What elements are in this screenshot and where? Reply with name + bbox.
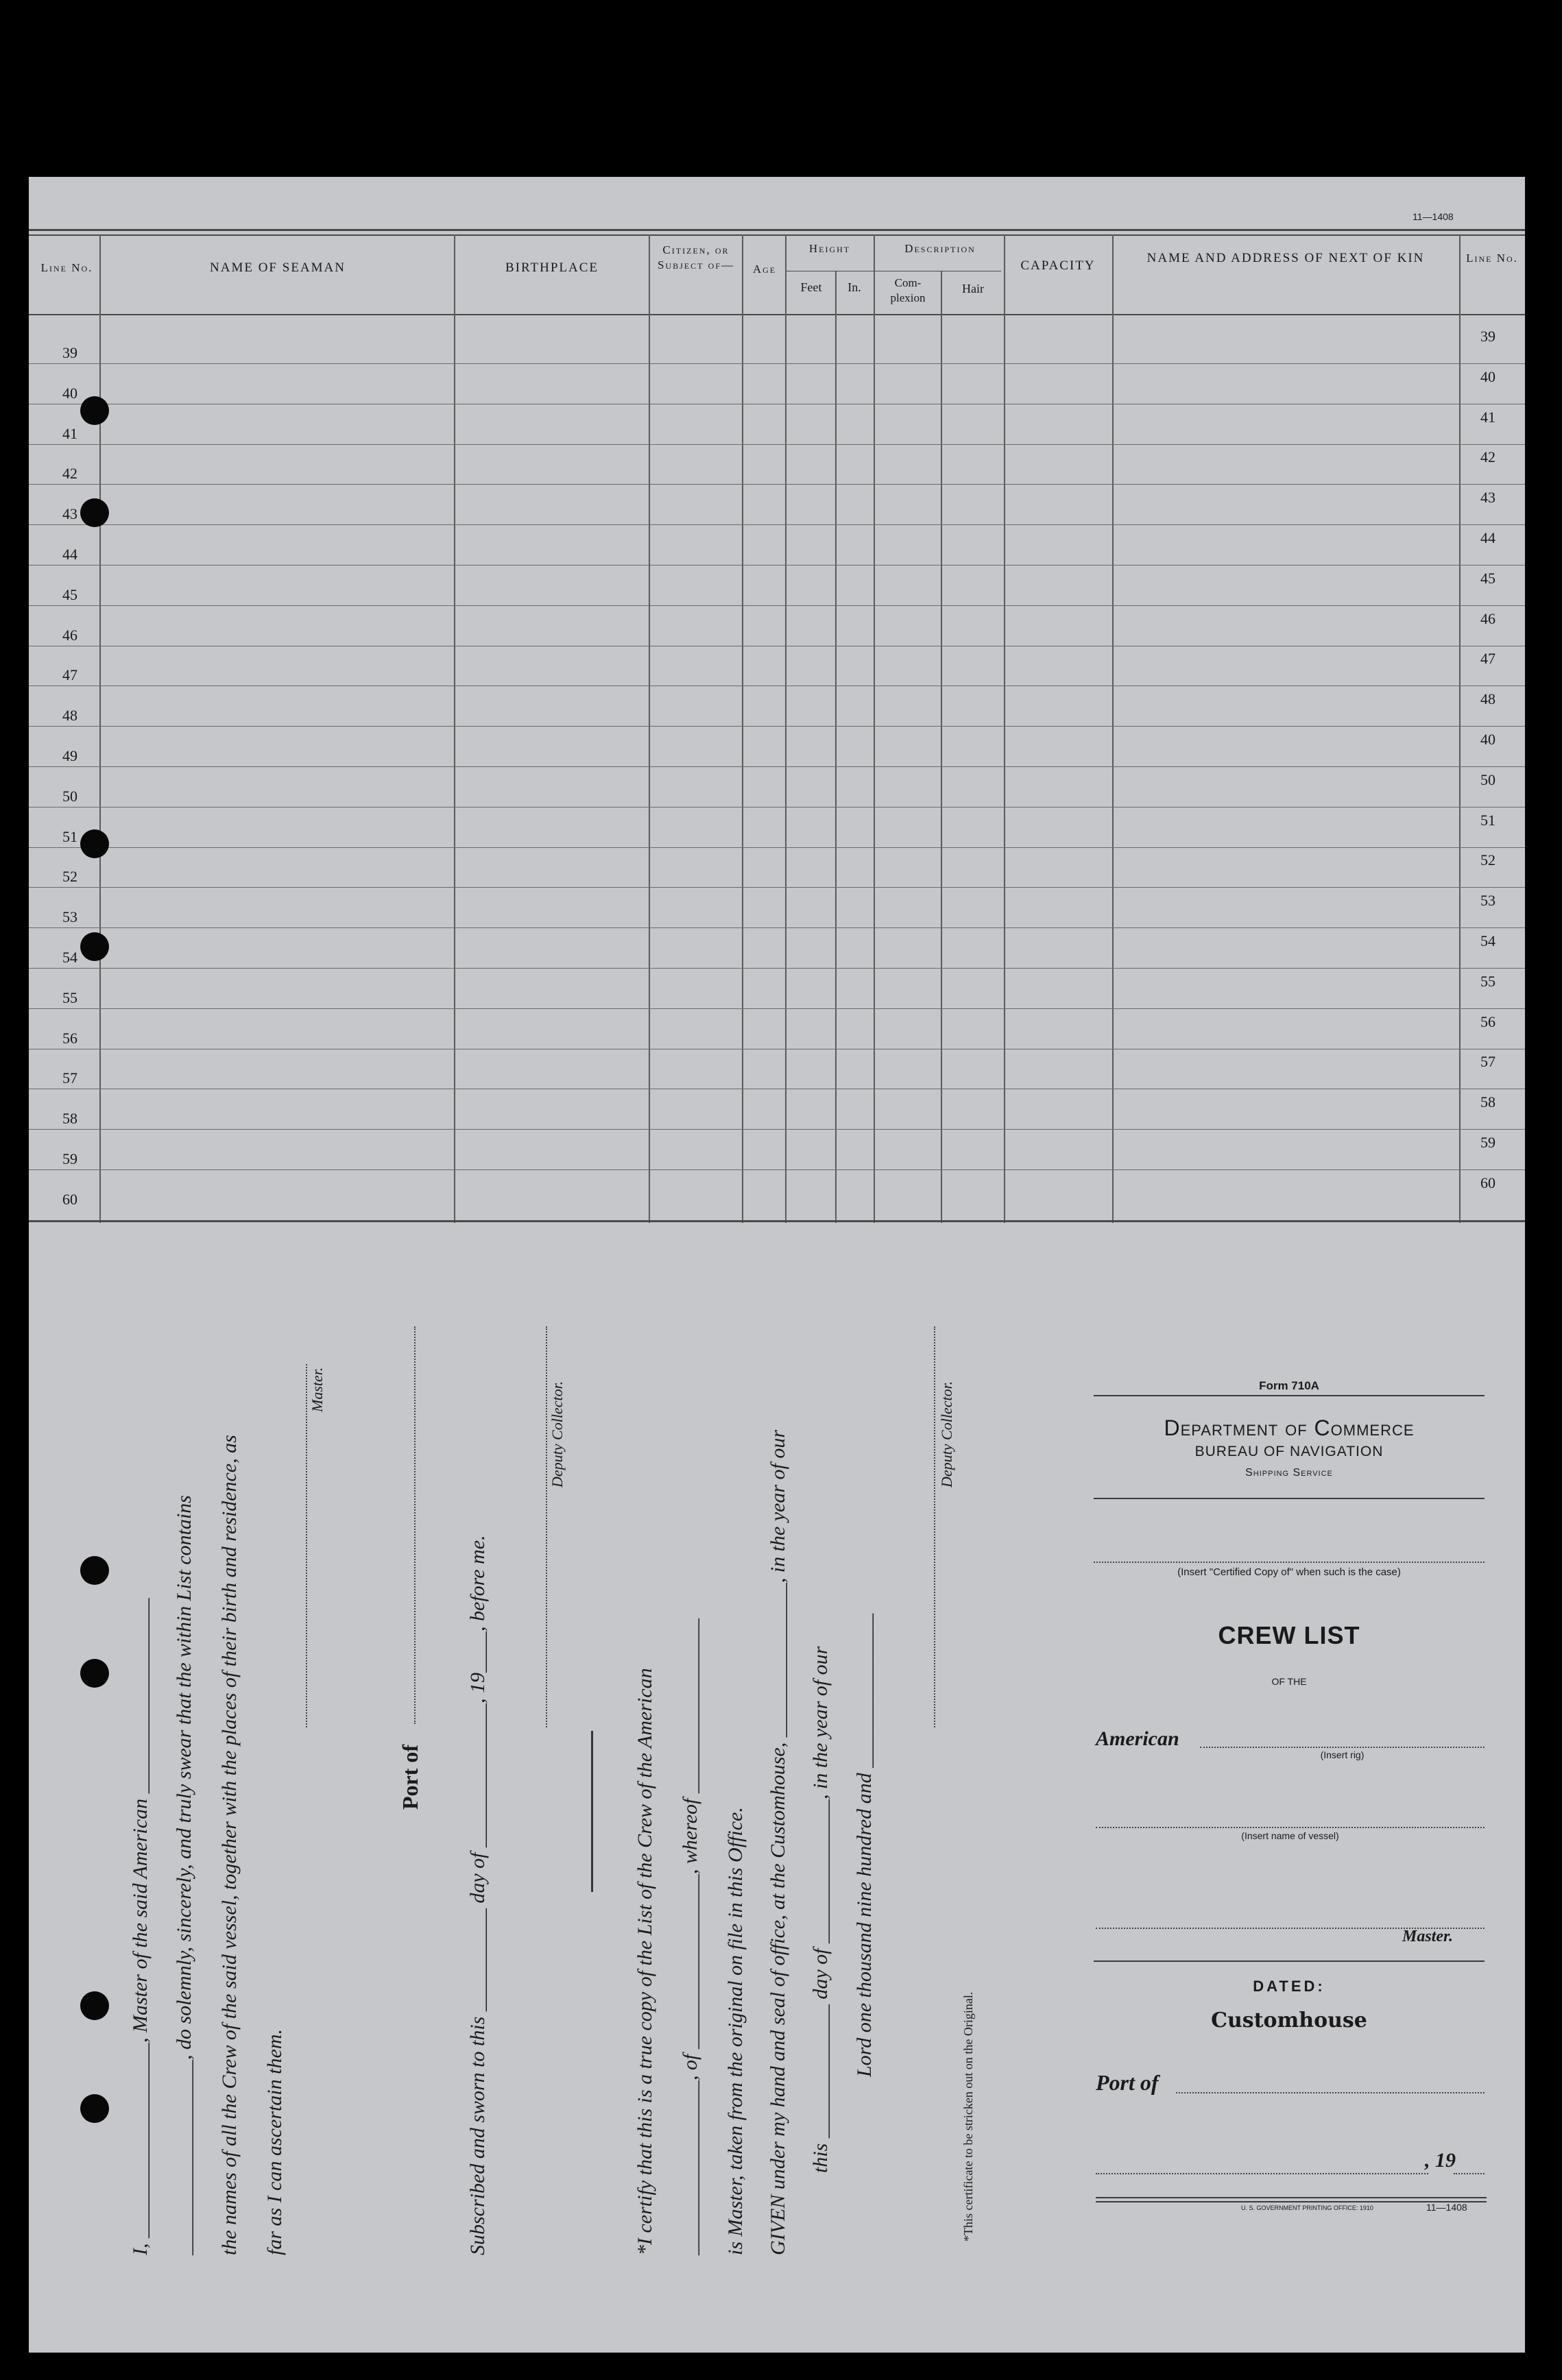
line-number-right: 51 xyxy=(1480,811,1495,829)
row-rule xyxy=(29,484,1525,485)
header-height: Height xyxy=(808,242,851,255)
line-number-left: 43 xyxy=(62,505,77,523)
row-rule xyxy=(29,927,1525,928)
certified-copy-line xyxy=(1094,1562,1485,1563)
header-citizen: Citizen, or Subject of— xyxy=(657,243,735,271)
header-hair: Hair xyxy=(962,282,984,295)
header-capacity: CAPACITY xyxy=(1020,258,1096,273)
header-inches: In. xyxy=(848,280,861,294)
punch-hole xyxy=(80,2094,109,2123)
header-description: Description xyxy=(904,242,976,255)
oath-line-1: I, ___________________, Master of the said American ___________________ xyxy=(129,1598,152,2255)
port-of-line xyxy=(414,1326,416,1724)
cover-year-line xyxy=(1454,2173,1485,2174)
col-rule xyxy=(649,234,650,1223)
punch-hole xyxy=(80,1991,109,2020)
header-birthplace: BIRTHPLACE xyxy=(505,260,599,275)
cover-title: CREW LIST xyxy=(1218,1621,1360,1649)
col-rule xyxy=(785,234,786,1223)
line-number-right: 39 xyxy=(1480,328,1495,345)
line-number-left: 49 xyxy=(62,747,77,764)
line-number-left: 57 xyxy=(62,1069,77,1087)
line-number-right: 44 xyxy=(1480,529,1495,546)
row-rule xyxy=(29,766,1525,767)
line-number-left: 42 xyxy=(62,465,77,483)
oath-master-label: Master. xyxy=(309,1367,326,1412)
line-number-right: 41 xyxy=(1480,408,1495,426)
cover-top-rule xyxy=(1094,1395,1485,1396)
line-number-left: 48 xyxy=(62,707,77,725)
line-number-right: 53 xyxy=(1480,892,1495,910)
line-number-right: 50 xyxy=(1480,770,1495,788)
cover-insert-rig: (Insert rig) xyxy=(1320,1749,1365,1760)
cover-form-number: 11—1408 xyxy=(1426,2202,1467,2213)
line-number-left: 58 xyxy=(62,1110,77,1128)
line-number-right: 57 xyxy=(1480,1053,1495,1071)
line-number-left: 44 xyxy=(62,546,77,563)
col-rule xyxy=(1004,234,1005,1223)
certify-line-2: _________________, of _________________, whereof _________________ xyxy=(679,1618,701,2255)
vessel-line xyxy=(1096,1827,1485,1828)
row-rule xyxy=(29,444,1525,445)
table-top-rule xyxy=(29,229,1525,231)
oath-deputy-collector: Deputy Collector. xyxy=(549,1381,566,1487)
line-number-right: 52 xyxy=(1480,851,1495,869)
cover-department: Department of Commerce xyxy=(1164,1416,1415,1440)
row-rule xyxy=(29,565,1525,566)
line-number-right: 40 xyxy=(1480,731,1495,748)
table-top-rule-2 xyxy=(29,234,1525,236)
line-number-right: 59 xyxy=(1480,1134,1495,1151)
cover-insert-certified: (Insert "Certified Copy of" when such is the case) xyxy=(1177,1566,1401,1578)
col-rule xyxy=(454,234,455,1223)
header-line-no-right: Line No. xyxy=(1466,252,1518,265)
deputy-signature-line xyxy=(546,1326,547,1727)
line-number-right: 45 xyxy=(1480,569,1495,587)
header-name-of-seaman: NAME OF SEAMAN xyxy=(210,260,346,275)
cover-american: American xyxy=(1096,1727,1179,1750)
col-rule xyxy=(99,234,101,1223)
oath-line-4: far as I can ascertain them. xyxy=(263,2029,286,2255)
certify-line-6: Lord one thousand nine hundred and _______________ xyxy=(853,1613,876,2077)
row-rule xyxy=(29,1169,1525,1170)
line-number-right: 56 xyxy=(1480,1012,1495,1030)
punch-hole xyxy=(80,498,109,527)
line-number-right: 60 xyxy=(1480,1174,1495,1191)
row-rule xyxy=(29,1008,1525,1009)
punch-hole xyxy=(80,1556,109,1585)
row-rule xyxy=(29,605,1525,606)
line-number-left: 60 xyxy=(62,1190,77,1208)
certify-line-4: GIVEN under my hand and seal of office, at the Customhouse, _______________, in the year of our xyxy=(767,1429,789,2255)
punch-hole xyxy=(80,932,109,961)
row-rule xyxy=(29,726,1525,727)
cover-service: Shipping Service xyxy=(1245,1467,1333,1479)
line-number-left: 53 xyxy=(62,908,77,926)
cover-customhouse: Customhouse xyxy=(1211,2008,1367,2032)
cover-printing: U. S. GOVERNMENT PRINTING OFFICE: 1910 xyxy=(1241,2205,1373,2211)
certify-signature-line xyxy=(934,1326,935,1727)
row-rule xyxy=(29,524,1525,525)
cover-port-of: Port of xyxy=(1096,2070,1159,2095)
divider-bar xyxy=(591,1731,593,1892)
line-number-left: 52 xyxy=(62,868,77,886)
rig-line xyxy=(1200,1747,1485,1748)
line-number-right: 46 xyxy=(1480,609,1495,627)
cover-bureau: BUREAU OF NAVIGATION xyxy=(1194,1444,1384,1459)
line-number-right: 48 xyxy=(1480,690,1495,708)
cover-rule-2 xyxy=(1094,1960,1485,1962)
line-number-left: 51 xyxy=(62,827,77,845)
header-age: Age xyxy=(752,263,777,276)
cover-dated: DATED: xyxy=(1253,1978,1325,1995)
header-feet: Feet xyxy=(800,280,822,294)
cover-of-the: OF THE xyxy=(1271,1676,1307,1687)
oath-subscribed: Subscribed and sworn to this __________ day of ______________, 19____, before me. xyxy=(466,1535,489,2255)
row-rule xyxy=(29,1129,1525,1130)
oath-line-3: the names of all the Crew of the said vessel, together with the places of their birth and residence, as xyxy=(218,1435,241,2255)
row-rule xyxy=(29,685,1525,686)
col-rule xyxy=(835,271,837,1223)
row-rule xyxy=(29,363,1525,364)
line-number-left: 47 xyxy=(62,666,77,684)
top-form-number: 11—1408 xyxy=(1413,211,1454,222)
certify-line-1: *I certify that this is a true copy of the List of the Crew of the American xyxy=(634,1668,656,2255)
col-rule xyxy=(874,234,875,1223)
line-number-right: 40 xyxy=(1480,367,1495,385)
header-line-no-left: Line No. xyxy=(40,261,93,274)
oath-line-2: ___________________, do solemnly, sincerely, and truly swear that the within List contains xyxy=(173,1495,195,2255)
punch-hole xyxy=(80,396,109,425)
cover-date-line xyxy=(1096,2173,1428,2174)
row-rule xyxy=(29,887,1525,888)
row-rule xyxy=(29,847,1525,848)
col-rule xyxy=(742,234,743,1223)
certify-line-5: this _____________ day of ______________, in the year of our xyxy=(809,1646,832,2173)
punch-hole xyxy=(80,1659,109,1688)
line-number-left: 56 xyxy=(62,1029,77,1047)
cover-rule xyxy=(1094,1498,1485,1499)
header-complexion: Com- plexion xyxy=(890,276,926,304)
line-number-right: 58 xyxy=(1480,1093,1495,1111)
col-rule xyxy=(1112,234,1114,1223)
line-number-left: 41 xyxy=(62,424,77,442)
certify-line-3: is Master, taken from the original on file in this Office. xyxy=(724,1807,747,2255)
line-number-left: 46 xyxy=(62,626,77,644)
col-rule xyxy=(941,271,942,1223)
cover-nineteen: , 19 xyxy=(1425,2149,1456,2172)
oath-port-of: Port of xyxy=(398,1744,422,1810)
cover-port-line xyxy=(1176,2092,1485,2093)
master-signature-line xyxy=(306,1364,307,1727)
cover-insert-vessel: (Insert name of vessel) xyxy=(1241,1830,1339,1841)
cover-form-no: Form 710A xyxy=(1259,1379,1319,1392)
row-rule xyxy=(29,968,1525,969)
cover-master: Master. xyxy=(1402,1928,1454,1945)
certify-deputy-collector: Deputy Collector. xyxy=(938,1381,955,1487)
line-number-left: 45 xyxy=(62,585,77,603)
line-number-right: 43 xyxy=(1480,489,1495,507)
line-number-right: 47 xyxy=(1480,650,1495,668)
punch-hole xyxy=(80,829,109,858)
cover-bottom-rule xyxy=(1096,2197,1487,2198)
line-number-left: 54 xyxy=(62,949,77,966)
header-next-of-kin: NAME AND ADDRESS OF NEXT OF KIN xyxy=(1146,251,1425,265)
table-bottom-rule xyxy=(29,1220,1525,1222)
line-number-right: 55 xyxy=(1480,972,1495,990)
line-number-right: 42 xyxy=(1480,448,1495,466)
line-number-right: 54 xyxy=(1480,932,1495,949)
certify-footnote: *This certificate to be stricken out on the Original. xyxy=(961,1991,975,2242)
table-header-bottom-rule xyxy=(29,314,1525,315)
line-number-left: 50 xyxy=(62,787,77,805)
line-number-left: 55 xyxy=(62,988,77,1006)
line-number-left: 39 xyxy=(62,344,77,361)
line-number-left: 40 xyxy=(62,384,77,402)
line-number-left: 59 xyxy=(62,1150,77,1167)
